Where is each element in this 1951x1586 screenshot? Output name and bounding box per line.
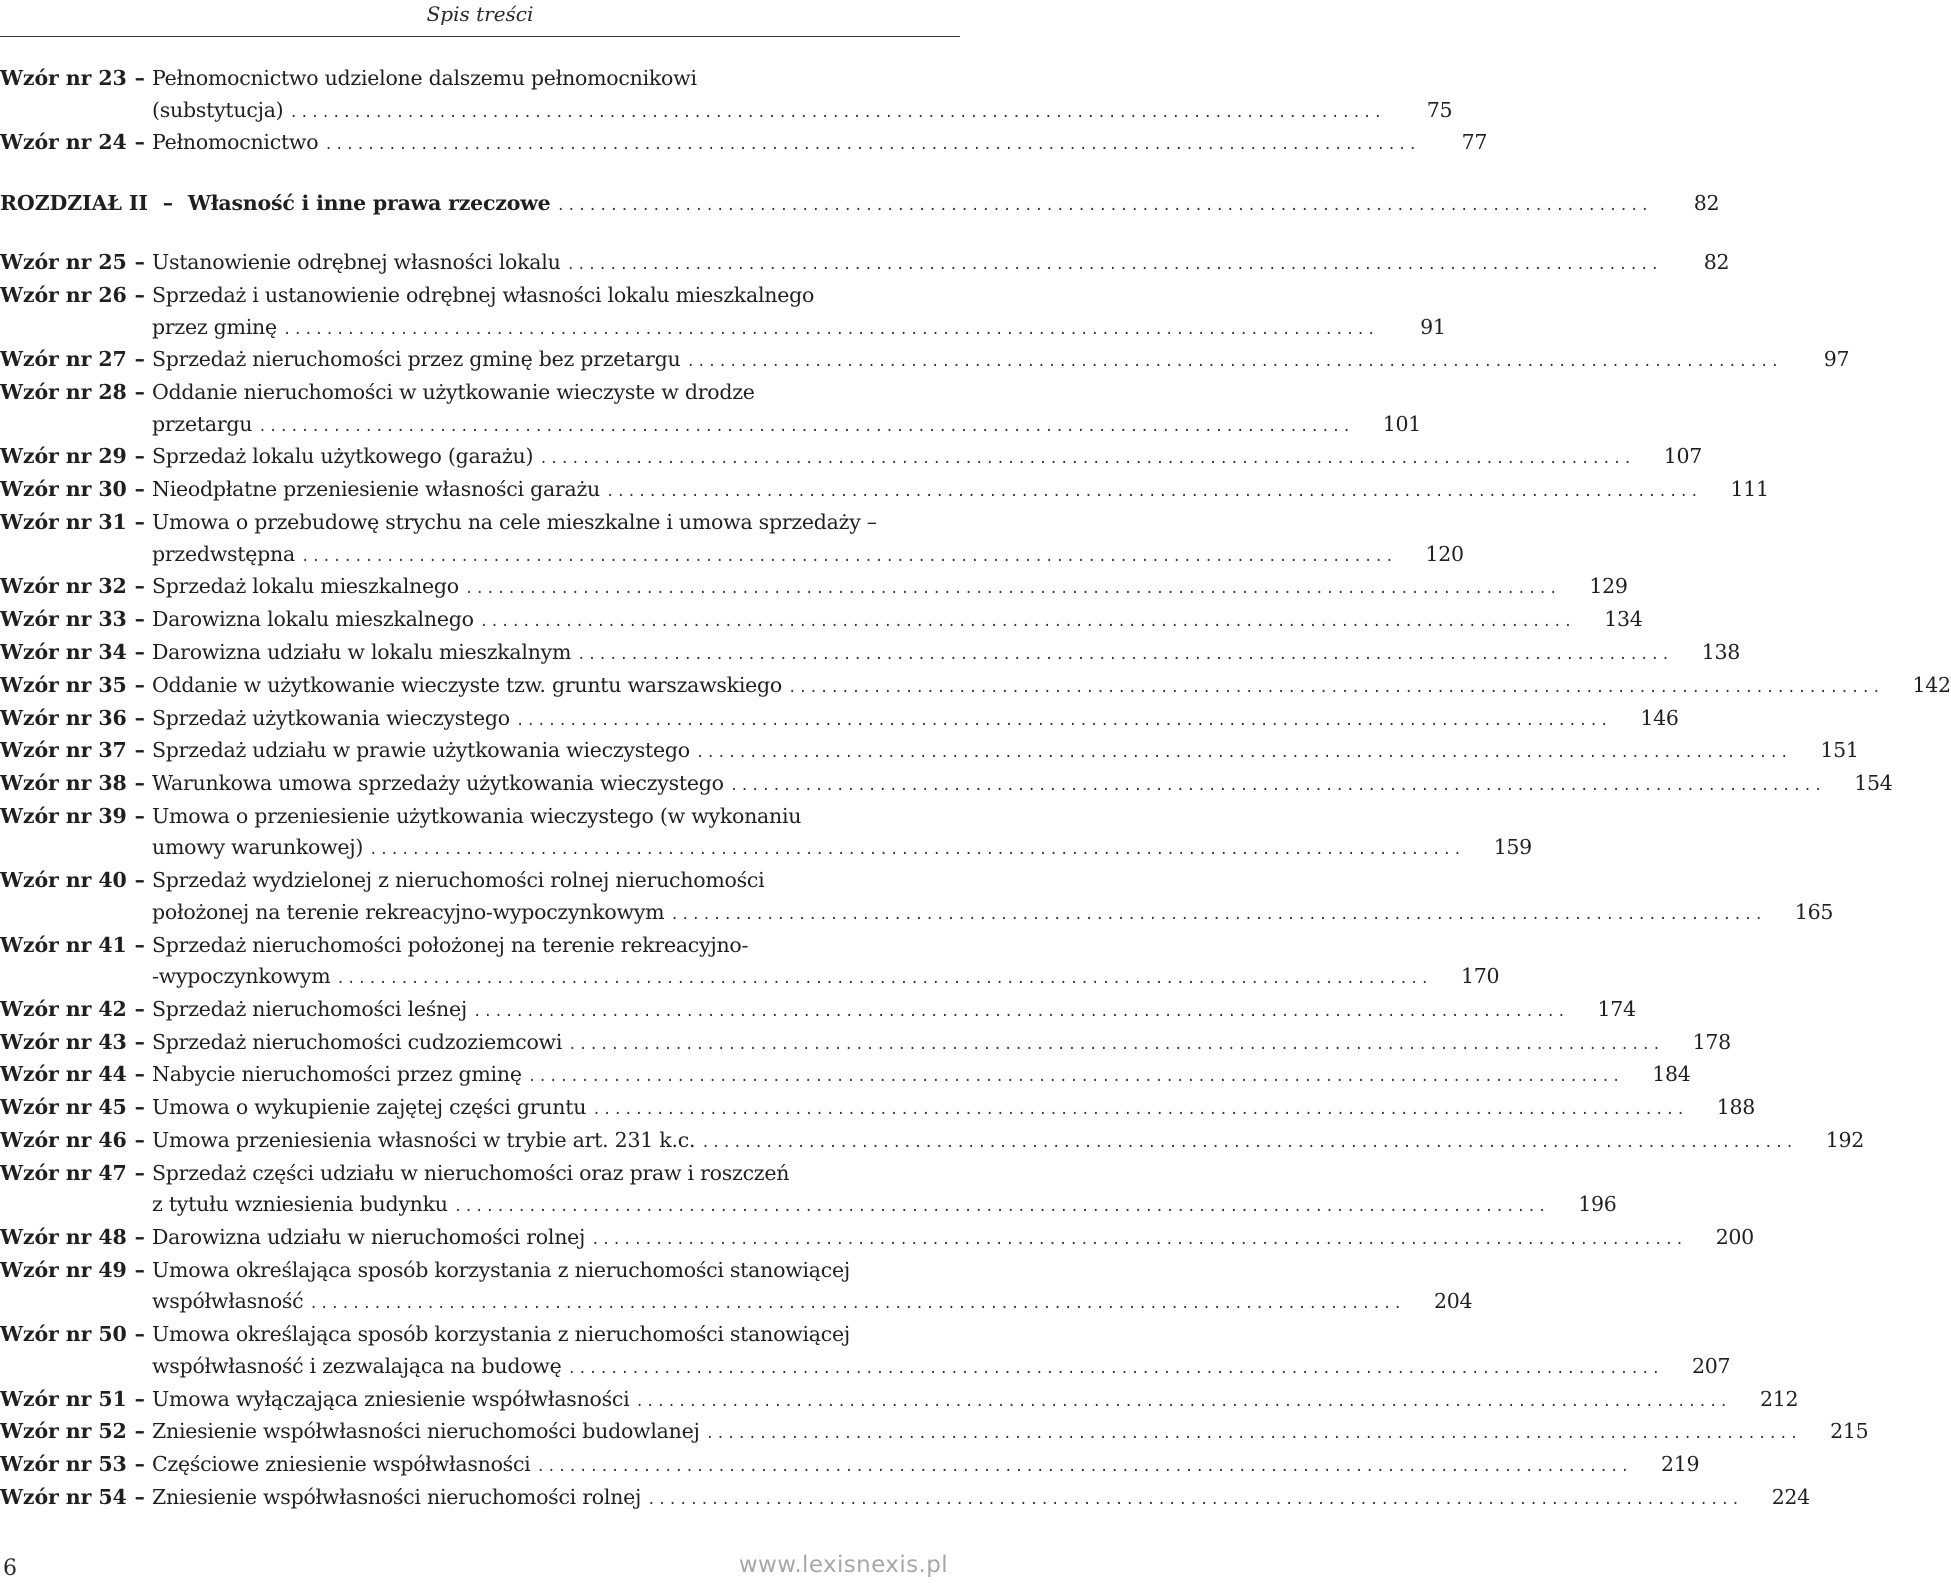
entry-number: Wzór nr 33 (0, 607, 127, 632)
entry-label (0, 377, 152, 409)
entry-label (0, 735, 152, 767)
dot-leader: ....................................................................................................... (647, 1491, 1742, 1508)
toc-line (0, 127, 1488, 159)
page-reference: 91 (1420, 314, 1446, 339)
page-reference: 159 (1493, 835, 1532, 860)
dash-separator: – (134, 510, 145, 535)
toc-line (0, 1482, 1810, 1514)
entry-title: współwłasność (152, 1289, 304, 1314)
entry-label (0, 280, 152, 312)
dot-leader: ....................................................................................................... (567, 1360, 1663, 1377)
entry-number: Wzór nr 42 (0, 996, 127, 1021)
entry-label (0, 1222, 152, 1254)
page-reference: 178 (1692, 1029, 1731, 1054)
toc-entry (0, 474, 1769, 506)
toc-line (0, 897, 1834, 929)
entry-number: Wzór nr 45 (0, 1095, 127, 1120)
entry-number: Wzór nr 24 (0, 130, 127, 155)
dot-leader: ....................................................................................................... (289, 104, 1385, 121)
dot-leader: ....................................................................................................... (705, 1426, 1801, 1443)
publisher-url: www.lexisnexis.pl (738, 1552, 948, 1578)
dash-separator: – (134, 868, 145, 893)
page-reference: 82 (1693, 190, 1720, 215)
page-reference: 170 (1460, 964, 1500, 989)
entry-number: Wzór nr 47 (0, 1160, 127, 1185)
toc-chapter-heading (0, 188, 1720, 220)
toc-entry (0, 1482, 1810, 1514)
entry-title: Pełnomocnictwo udzielone dalszemu pełnomocnikowi (152, 66, 697, 90)
entry-number: Wzór nr 26 (0, 283, 127, 308)
entry-label (0, 1416, 152, 1448)
toc-entry (0, 604, 1643, 636)
entry-title: Częściowe zniesienie współwłasności (152, 1452, 531, 1477)
page-reference: 75 (1426, 97, 1453, 122)
entry-number: ROZDZIAŁ II (0, 190, 148, 215)
toc-line (0, 637, 1740, 669)
dash-separator: – (134, 738, 145, 763)
toc-entry (0, 247, 1730, 279)
entry-title: Oddanie w użytkowanie wieczyste tzw. gruntu warszawskiego (152, 672, 782, 697)
header-rule (0, 36, 960, 37)
toc-entry (0, 1255, 1473, 1318)
entry-title: Darowizna udziału w lokalu mieszkalnym (152, 639, 572, 664)
page-reference: 134 (1604, 607, 1643, 632)
dot-leader: ....................................................................................................... (472, 1003, 1568, 1020)
entry-number: Wzór nr 28 (0, 380, 127, 405)
entry-label (0, 604, 152, 636)
entry-number: Wzór nr 32 (0, 574, 127, 599)
toc-entry (0, 1125, 1864, 1157)
dash-separator: – (134, 705, 145, 730)
dot-leader: ....................................................................................................... (527, 1069, 1623, 1086)
page-reference: 204 (1433, 1289, 1473, 1314)
toc-line (0, 95, 1453, 127)
dash-separator: – (134, 1062, 145, 1087)
toc-line (0, 1255, 948, 1287)
toc-line (0, 1027, 1731, 1059)
dash-separator: – (134, 639, 145, 664)
page-reference: 77 (1461, 130, 1488, 155)
dot-leader: ....................................................................................................... (592, 1102, 1687, 1119)
page-reference: 101 (1382, 411, 1421, 436)
entry-label (0, 994, 152, 1026)
toc-line (0, 1449, 1700, 1481)
entry-title: Darowizna lokalu mieszkalnego (152, 607, 474, 632)
entry-number: Wzór nr 27 (0, 347, 127, 372)
toc-line (0, 1286, 1473, 1318)
toc-entry (0, 1158, 1617, 1221)
dot-leader: ....................................................................................................... (670, 906, 1766, 923)
entry-title: Zniesienie współwłasności nieruchomości budowlanej (152, 1419, 700, 1444)
toc-entry (0, 127, 1488, 159)
entry-title: przetargu (152, 411, 253, 436)
dot-leader: ....................................................................................................... (556, 197, 1652, 214)
toc-line (0, 507, 948, 539)
page-reference: 107 (1663, 444, 1703, 469)
page-reference: 196 (1578, 1192, 1617, 1217)
entry-number: Wzór nr 35 (0, 672, 127, 697)
page-reference: 207 (1692, 1353, 1731, 1378)
entry-title: Umowa przeniesienia własności w trybie art. 231 k.c. (152, 1128, 696, 1153)
entry-label (0, 127, 152, 159)
toc-line (0, 865, 948, 897)
dot-leader: ....................................................................................................... (300, 548, 1396, 565)
entry-label (0, 63, 152, 95)
dash-separator: – (134, 771, 145, 796)
entry-label (0, 865, 152, 897)
toc-entry (0, 63, 1453, 126)
entry-label (0, 1384, 152, 1416)
dash-separator: – (134, 66, 145, 90)
dot-leader: ....................................................................................................... (324, 137, 1420, 154)
entry-label (0, 1059, 152, 1091)
dot-leader: ....................................................................................................... (566, 257, 1662, 274)
page-reference: 200 (1715, 1225, 1754, 1250)
toc-line (0, 1158, 948, 1190)
entry-number: Wzór nr 30 (0, 477, 127, 502)
toc-entry (0, 1092, 1755, 1124)
entry-title: Sprzedaż nieruchomości położonej na terenie rekreacyjno- (152, 932, 749, 957)
toc-entry (0, 994, 1636, 1026)
toc-entry (0, 1449, 1700, 1481)
toc-line (0, 571, 1628, 603)
page-reference: 192 (1825, 1128, 1864, 1153)
entry-title: Nieodpłatne przeniesienie własności garażu (152, 477, 600, 502)
entry-label (0, 637, 152, 669)
dash-separator: – (134, 996, 145, 1021)
toc-entry (0, 280, 1446, 343)
toc-line (0, 994, 1636, 1026)
dash-separator: – (134, 1160, 145, 1185)
dash-separator: – (134, 574, 145, 599)
dash-separator: – (134, 672, 145, 697)
dash-separator: – (134, 1225, 145, 1250)
page-reference: 138 (1701, 639, 1740, 664)
toc-line (0, 539, 1464, 571)
chapter-label (0, 188, 188, 220)
toc-entry (0, 670, 1951, 702)
entry-number: Wzór nr 40 (0, 868, 127, 893)
entry-label (0, 1255, 152, 1287)
toc-line (0, 1416, 1869, 1448)
entry-title: Umowa o wykupienie zajętej części gruntu (152, 1095, 587, 1120)
page-reference: 129 (1589, 574, 1628, 599)
entry-number: Wzór nr 39 (0, 803, 127, 828)
page-reference: 215 (1830, 1419, 1869, 1444)
entry-number: Wzór nr 50 (0, 1322, 127, 1347)
page-reference: 174 (1597, 996, 1636, 1021)
page-reference: 120 (1425, 541, 1464, 566)
toc-line (0, 344, 1850, 376)
entry-title: Sprzedaż nieruchomości cudzoziemcowi (152, 1029, 563, 1054)
dash-separator: – (134, 130, 145, 155)
entry-title: Umowa o przebudowę strychu na cele mieszkalne i umowa sprzedaży – (152, 510, 877, 535)
dash-separator: – (134, 932, 145, 957)
entry-number: Wzór nr 48 (0, 1225, 127, 1250)
entry-label (0, 1158, 152, 1190)
entry-title: Sprzedaż wydzielonej z nieruchomości rolnej nieruchomości (152, 868, 765, 893)
toc-line (0, 801, 948, 833)
entry-title: współwłasność i zezwalająca na budowę (152, 1353, 562, 1378)
toc-line (0, 1059, 1691, 1091)
toc-entry (0, 377, 1421, 440)
entry-number: Wzór nr 53 (0, 1452, 127, 1477)
table-of-contents (0, 63, 1951, 1515)
dot-leader: ....................................................................................................... (258, 418, 1353, 435)
toc-line (0, 604, 1643, 636)
page-reference: 224 (1771, 1484, 1810, 1509)
entry-label (0, 441, 152, 473)
entry-title: Sprzedaż części udziału w nieruchomości oraz praw i roszczeń (152, 1160, 790, 1185)
dot-leader: ....................................................................................................... (686, 354, 1782, 371)
dash-separator: – (134, 607, 145, 632)
toc-line (0, 703, 1679, 735)
toc-line (0, 474, 1769, 506)
page-reference: 82 (1703, 250, 1730, 275)
entry-title: położonej na terenie rekreacyjno-wypoczynkowym (152, 899, 665, 924)
toc-line (0, 441, 1703, 473)
entry-label (0, 344, 152, 376)
toc-entry (0, 930, 1500, 993)
toc-line (0, 63, 948, 95)
entry-number: Wzór nr 49 (0, 1257, 127, 1282)
dot-leader: ....................................................................................................... (479, 614, 1575, 631)
dash-separator: – (162, 190, 173, 215)
entry-number: Wzór nr 51 (0, 1386, 127, 1411)
entry-title: -wypoczynkowym (152, 964, 331, 989)
entry-title: Darowizna udziału w nieruchomości rolnej (152, 1225, 586, 1250)
dash-separator: – (134, 1419, 145, 1444)
dash-separator: – (134, 1484, 145, 1509)
entry-number: Wzór nr 54 (0, 1484, 127, 1509)
entry-title: Sprzedaż lokalu użytkowego (garażu) (152, 444, 534, 469)
dash-separator: – (134, 1322, 145, 1347)
page-reference: 184 (1652, 1062, 1691, 1087)
toc-entry (0, 801, 1532, 864)
entry-title: Zniesienie współwłasności nieruchomości rolnej (152, 1484, 642, 1509)
toc-line (0, 1222, 1754, 1254)
page-reference: 151 (1820, 738, 1859, 763)
toc-entry (0, 507, 1464, 570)
toc-line (0, 961, 1500, 993)
dot-leader: ....................................................................................................... (369, 842, 1464, 859)
dash-separator: – (134, 250, 145, 275)
entry-label (0, 571, 152, 603)
toc-line (0, 1092, 1755, 1124)
entry-number: Wzór nr 38 (0, 771, 127, 796)
toc-entry (0, 344, 1850, 376)
dot-leader: ....................................................................................................... (591, 1232, 1686, 1249)
entry-title: Sprzedaż użytkowania wieczystego (152, 705, 510, 730)
toc-line (0, 247, 1730, 279)
toc-line (0, 280, 948, 312)
dot-leader: ....................................................................................................... (788, 679, 1883, 696)
dot-leader: ....................................................................................................... (464, 581, 1560, 598)
dash-separator: – (134, 1257, 145, 1282)
page-reference: 97 (1823, 347, 1850, 372)
entry-title: Ustanowienie odrębnej własności lokalu (152, 250, 561, 275)
entry-label (0, 1449, 152, 1481)
toc-entry (0, 637, 1740, 669)
toc-line (0, 768, 1893, 800)
toc-line (0, 188, 1720, 220)
toc-line (0, 930, 948, 962)
entry-number: Wzór nr 43 (0, 1029, 127, 1054)
page-reference: 154 (1854, 771, 1893, 796)
toc-entry (0, 735, 1859, 767)
toc-entry (0, 703, 1679, 735)
dash-separator: – (134, 1452, 145, 1477)
entry-title: Sprzedaż nieruchomości przez gminę bez przetargu (152, 347, 681, 372)
entry-title: Umowa wyłączająca zniesienie współwłasności (152, 1386, 630, 1411)
toc-entry (0, 1319, 1731, 1382)
dot-leader: ....................................................................................................... (701, 1135, 1796, 1152)
toc-line (0, 735, 1859, 767)
entry-label (0, 1482, 152, 1514)
dot-leader: ....................................................................................................... (515, 712, 1611, 729)
entry-title: Warunkowa umowa sprzedaży użytkowania wieczystego (152, 771, 724, 796)
dot-leader: ....................................................................................................... (539, 451, 1635, 468)
page-reference: 219 (1661, 1452, 1700, 1477)
entry-title: Umowa określająca sposób korzystania z nieruchomości stanowiącej (152, 1322, 850, 1347)
toc-line (0, 1189, 1617, 1221)
entry-title: przedwstępna (152, 541, 295, 566)
entry-title: Umowa o przeniesienie użytkowania wieczystego (w wykonaniu (152, 803, 802, 828)
entry-label (0, 703, 152, 735)
entry-number: Wzór nr 44 (0, 1062, 127, 1087)
dash-separator: – (134, 803, 145, 828)
entry-number: Wzór nr 31 (0, 510, 127, 535)
dash-separator: – (134, 1029, 145, 1054)
entry-title: Sprzedaż i ustanowienie odrębnej własności lokalu mieszkalnego (152, 283, 815, 308)
entry-number: Wzór nr 41 (0, 932, 127, 957)
entry-label (0, 670, 152, 702)
entry-title: umowy warunkowej) (152, 835, 364, 860)
entry-title: Sprzedaż lokalu mieszkalnego (152, 574, 459, 599)
entry-number: Wzór nr 36 (0, 705, 127, 730)
toc-line (0, 1384, 1799, 1416)
entry-title: Nabycie nieruchomości przez gminę (152, 1062, 522, 1087)
toc-entry (0, 1222, 1754, 1254)
toc-line (0, 670, 1951, 702)
toc-entry (0, 1027, 1731, 1059)
dot-leader: ....................................................................................................... (453, 1199, 1549, 1216)
dash-separator: – (134, 1095, 145, 1120)
dash-separator: – (134, 283, 145, 308)
entry-label (0, 930, 152, 962)
page-reference: 188 (1716, 1095, 1755, 1120)
toc-entry (0, 768, 1893, 800)
entry-number: Wzór nr 29 (0, 444, 127, 469)
entry-label (0, 247, 152, 279)
entry-number: Wzór nr 34 (0, 639, 127, 664)
toc-entry (0, 571, 1628, 603)
entry-label (0, 1319, 152, 1351)
entry-number: Wzór nr 46 (0, 1128, 127, 1153)
toc-entry (0, 1059, 1691, 1091)
toc-line (0, 1351, 1731, 1383)
entry-label (0, 768, 152, 800)
toc-line (0, 832, 1532, 864)
entry-number: Wzór nr 37 (0, 738, 127, 763)
dash-separator: – (134, 380, 145, 405)
page-reference: 165 (1794, 899, 1834, 924)
dot-leader: ....................................................................................................... (605, 484, 1701, 501)
entry-label (0, 474, 152, 506)
entry-label (0, 507, 152, 539)
page-number: 6 (3, 1556, 17, 1581)
toc-line (0, 1319, 948, 1351)
toc-entry (0, 865, 1834, 928)
toc-entry (0, 1384, 1799, 1416)
entry-title: Pełnomocnictwo (152, 130, 319, 155)
entry-title: przez gminę (152, 314, 277, 339)
dot-leader: ....................................................................................................... (309, 1296, 1405, 1313)
page-reference: 212 (1759, 1386, 1799, 1411)
page-reference: 146 (1640, 705, 1679, 730)
entry-title: Sprzedaż nieruchomości leśnej (152, 996, 467, 1021)
dot-leader: ....................................................................................................... (336, 971, 1432, 988)
toc-entry (0, 441, 1703, 473)
entry-label (0, 1027, 152, 1059)
entry-label (0, 1092, 152, 1124)
dot-leader: ....................................................................................................... (729, 778, 1825, 795)
dot-leader: ....................................................................................................... (577, 646, 1672, 663)
dot-leader: ....................................................................................................... (282, 321, 1378, 338)
entry-title: z tytułu wzniesienia budynku (152, 1192, 448, 1217)
dash-separator: – (134, 347, 145, 372)
toc-line (0, 312, 1446, 344)
dash-separator: – (134, 477, 145, 502)
entry-title: Umowa określająca sposób korzystania z nieruchomości stanowiącej (152, 1257, 850, 1282)
dot-leader: ....................................................................................................... (536, 1459, 1632, 1476)
running-head: Spis treści (426, 2, 534, 26)
toc-line (0, 1125, 1864, 1157)
dot-leader: ....................................................................................................... (635, 1393, 1731, 1410)
entry-number: Wzór nr 23 (0, 66, 127, 90)
toc-line (0, 377, 948, 409)
entry-number: Wzór nr 25 (0, 250, 127, 275)
toc-entry (0, 1416, 1869, 1448)
entry-number: Wzór nr 52 (0, 1419, 127, 1444)
entry-title: (substytucja) (152, 97, 284, 122)
dot-leader: ....................................................................................................... (568, 1036, 1663, 1053)
dot-leader: ....................................................................................................... (695, 745, 1791, 762)
dash-separator: – (134, 1128, 145, 1153)
dash-separator: – (134, 444, 145, 469)
entry-label (0, 1125, 152, 1157)
entry-title: Oddanie nieruchomości w użytkowanie wieczyste w drodze (152, 380, 755, 405)
page-reference: 111 (1730, 477, 1769, 502)
toc-line (0, 409, 1421, 441)
chapter-title: Własność i inne prawa rzeczowe (187, 190, 551, 215)
entry-title: Sprzedaż udziału w prawie użytkowania wieczystego (152, 738, 690, 763)
page-reference: 142 (1912, 672, 1951, 697)
entry-label (0, 801, 152, 833)
dash-separator: – (134, 1386, 145, 1411)
